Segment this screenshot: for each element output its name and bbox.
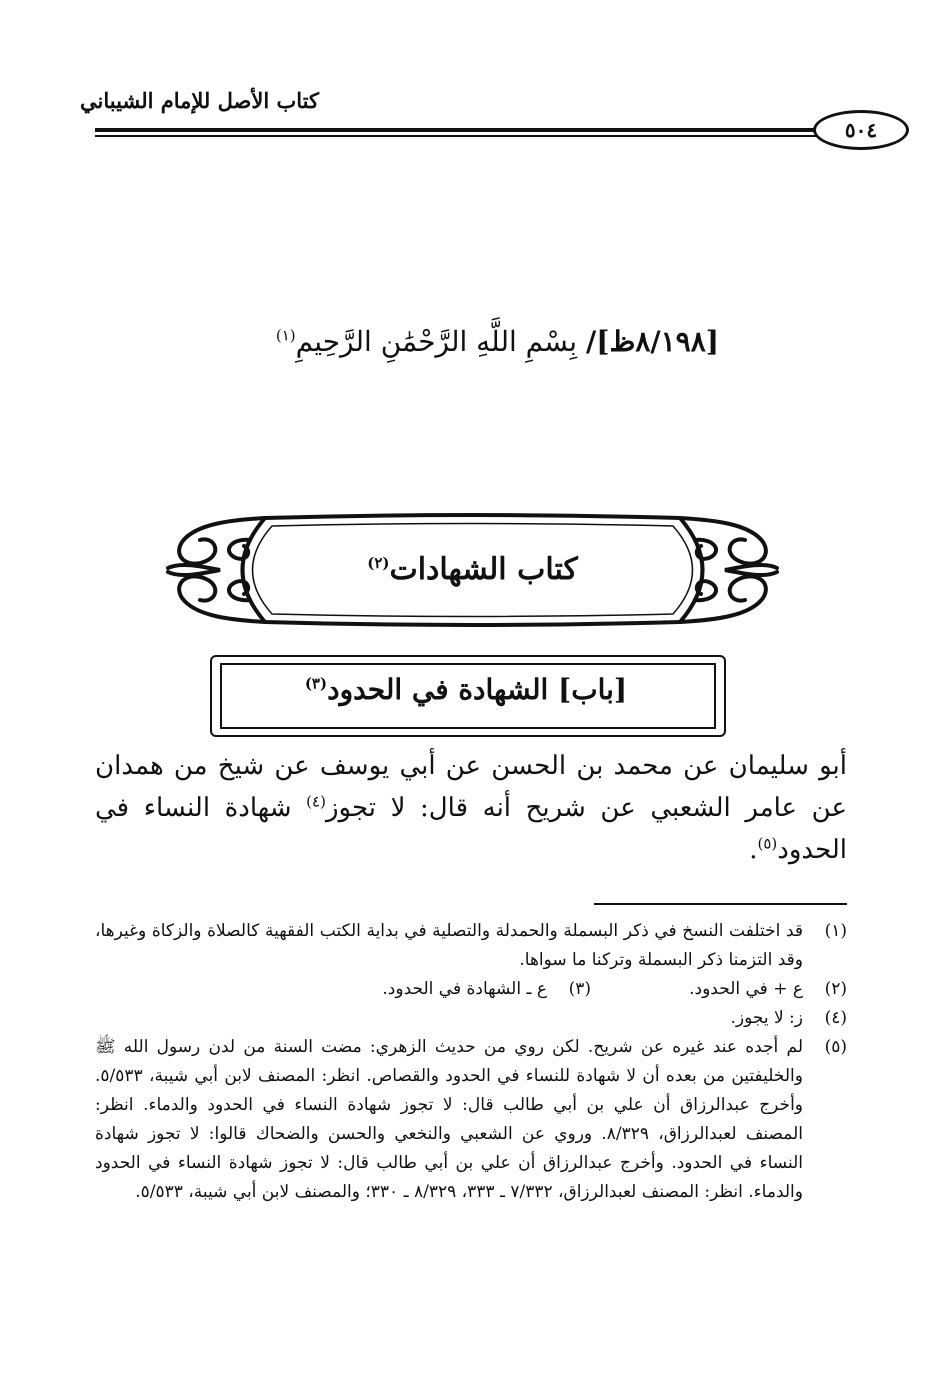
footnote-mark: (٤) (306, 792, 326, 811)
page-number-badge (813, 110, 909, 150)
footnote (95, 917, 847, 975)
body-paragraph (95, 745, 847, 871)
footnote (95, 1033, 847, 1207)
header-rule (95, 128, 844, 132)
footnote-text: قد اختلفت النسخ في ذكر البسملة والحمدلة والتصلية في بداية الكتب الفقهية كالصلاة والزكاة وغيرها، وقد التزمنا ذكر البسملة وتركنا ما سواها. (95, 921, 803, 970)
body-text: . (749, 835, 758, 865)
footnote-mark: (٥) (757, 834, 778, 853)
footnote-text: ز: لا يجوز. (730, 1008, 803, 1028)
footnote-number: (٢) (824, 979, 847, 999)
chapter-title-text: [باب] الشهادة في الحدود (327, 673, 628, 706)
footnote-pair (95, 975, 847, 1004)
footnote-number: (٤) (824, 1008, 847, 1028)
basmala-text: بِسْمِ اللَّهِ الرَّحْمَٰنِ الرَّحِيمِ (295, 325, 578, 358)
book-title (260, 552, 685, 587)
chapter-title (210, 673, 722, 706)
footnote-divider (594, 903, 847, 905)
folio-reference: /[٨/١٩٨ظ] (585, 325, 719, 358)
footnote-text: ع ـ الشهادة في الحدود. (382, 979, 547, 999)
running-title: كتاب الأصل للإمام الشيباني (80, 88, 319, 113)
footnote (95, 1004, 847, 1033)
footnote-number: (٣) (568, 979, 591, 999)
footnote-text: ع + في الحدود. (689, 979, 803, 999)
book-title-text: كتاب الشهادات (389, 552, 578, 587)
footnote-mark: (٢) (367, 554, 390, 572)
body-text: أبو سليمان عن محمد بن الحسن عن أبي يوسف عن شيخ من همدان عن عامر الشعبي عن شريح أنه قال: لا تجوز (95, 751, 847, 823)
basmala-line (276, 325, 719, 358)
footnote-text: لم أجده عند غيره عن شريح. لكن روي من حديث الزهري: مضت السنة من لدن رسول الله ﷺ والخليفتين من بعده أن لا شهادة للنساء في الحدود والقصاص. انظر: المصنف لابن أبي شيبة، ٥/٥٣٣. وأخرج عبدالرزاق أن علي بن أبي طالب قال: لا تجوز شهادة النساء في الحدود والدماء. انظر: المصنف لعبدالرزاق، ٨/٣٢٩. وروي عن الشعبي والنخعي والحسن والضحاك قالوا: لا تجوز شهادة النساء في الحدود. وأخرج عبدالرزاق أن علي بن أبي طالب قال: لا تجوز شهادة النساء في الحدود والدماء. انظر: المصنف لعبدالرزاق، ٧/٣٣٢ ـ ٣٣٣، ٨/٣٢٩ ـ ٣٣٠؛ والمصنف لابن أبي شيبة، ٥/٥٣٣. (95, 1037, 804, 1202)
footnote-number: (٥) (824, 1037, 847, 1057)
footnotes (95, 917, 847, 1207)
header-rule-thin (95, 135, 844, 137)
body-text: شهادة النساء في الحدود (95, 793, 847, 865)
footnote-mark: (٣) (304, 674, 328, 693)
footnote-mark: (١) (275, 326, 296, 345)
footnote-number: (١) (824, 921, 847, 941)
page-number: ٥٠٤ (844, 118, 878, 142)
